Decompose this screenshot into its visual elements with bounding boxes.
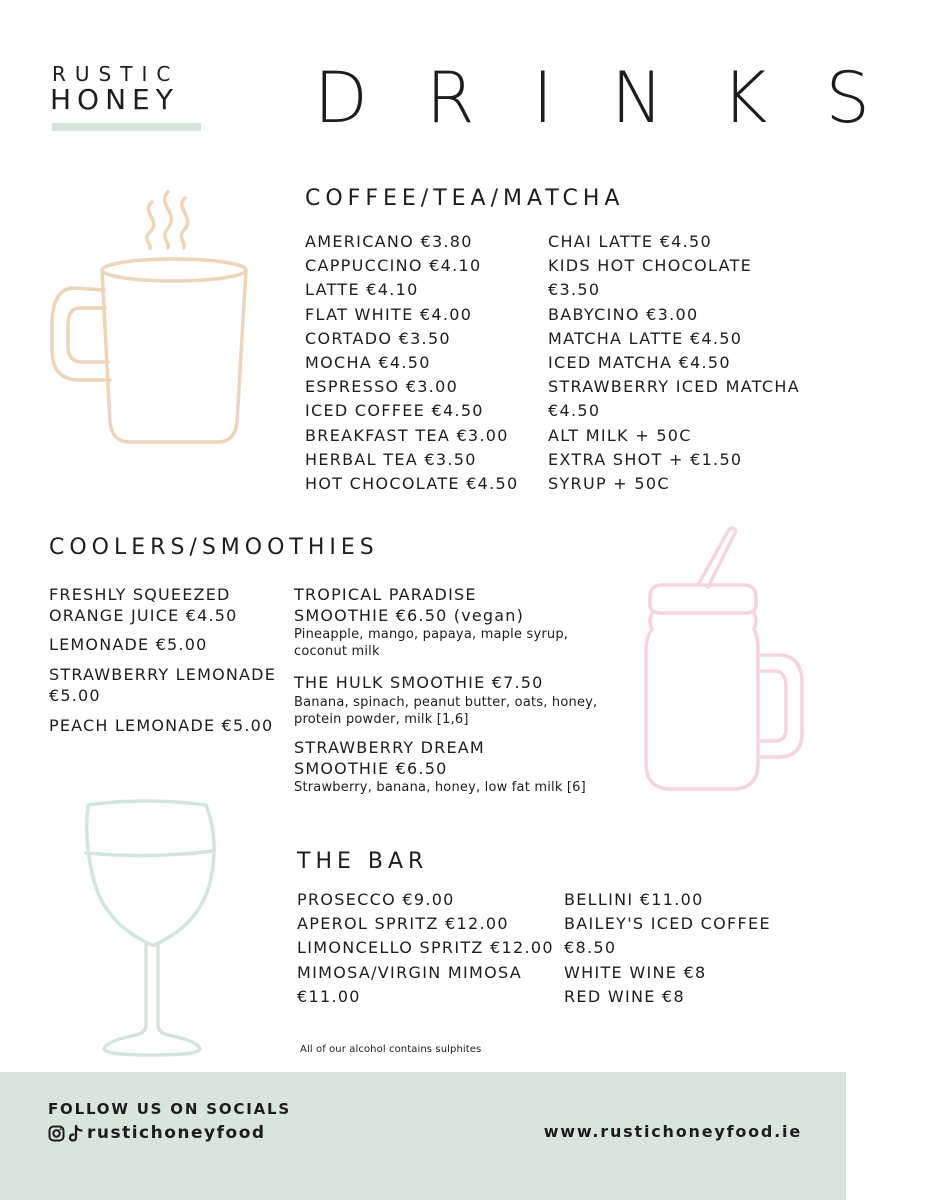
menu-item: WHITE WINE €8	[564, 962, 707, 982]
jar-icon	[640, 525, 820, 800]
website-link[interactable]: www.rustichoneyfood.ie	[543, 1122, 802, 1141]
menu-item: RED WINE €8	[564, 986, 685, 1006]
cooler-item	[49, 716, 273, 737]
menu-item: CAPPUCCINO €4.10	[305, 256, 482, 276]
menu-item: BABYCINO €3.00	[548, 304, 699, 324]
smoothie-item	[294, 585, 568, 660]
coffee-list-col2	[548, 230, 800, 496]
bar-list-col1	[297, 888, 554, 1009]
coolers-section-title: COOLERS/SMOOTHIES	[49, 535, 379, 560]
menu-item: STRAWBERRY ICED MATCHA	[548, 377, 800, 397]
cooler-item	[49, 665, 276, 706]
menu-item: PROSECCO €9.00	[297, 890, 455, 909]
menu-item: LATTE €4.10	[305, 280, 419, 300]
brand-underline	[52, 123, 201, 131]
smoothie-name: STRAWBERRY DREAM	[294, 738, 485, 757]
menu-item: HERBAL TEA €3.50	[305, 449, 477, 469]
coffee-section-title: COFFEE/TEA/MATCHA	[305, 186, 625, 211]
smoothie-name: TROPICAL PARADISE	[294, 585, 477, 604]
smoothie-item	[294, 673, 597, 728]
menu-item: ICED COFFEE €4.50	[305, 401, 484, 421]
menu-item: MOCHA €4.50	[305, 353, 431, 373]
cooler-line: PEACH LEMONADE €5.00	[49, 716, 274, 735]
menu-item: SYRUP + 50C	[548, 474, 670, 494]
bar-list-col2	[564, 888, 771, 1009]
menu-item: ALT MILK + 50C	[548, 425, 692, 445]
wine-glass-icon	[78, 795, 223, 1060]
menu-item: BAILEY'S ICED COFFEE	[564, 914, 771, 934]
cooler-line: FRESHLY SQUEEZED	[49, 585, 231, 604]
menu-item: BELLINI €11.00	[564, 890, 704, 909]
smoothie-name: SMOOTHIE €6.50	[294, 758, 448, 778]
tiktok-icon[interactable]	[69, 1125, 83, 1142]
smoothie-description: Banana, spinach, peanut butter, oats, honey,	[294, 694, 598, 710]
social-handle[interactable]: rustichoneyfood	[87, 1123, 266, 1143]
menu-item: MIMOSA/VIRGIN MIMOSA	[297, 962, 522, 982]
coffee-list-col1	[305, 230, 519, 496]
cooler-line: €5.00	[49, 685, 101, 705]
follow-heading: FOLLOW US ON SOCIALS	[48, 1100, 291, 1118]
menu-item: €3.50	[548, 280, 601, 300]
brand-line-2: HONEY	[50, 83, 179, 116]
cooler-line: LEMONADE €5.00	[49, 635, 208, 654]
menu-item: €8.50	[564, 938, 617, 958]
menu-item: EXTRA SHOT + €1.50	[548, 449, 743, 469]
menu-item: CORTADO €3.50	[305, 328, 451, 348]
menu-item: €11.00	[297, 986, 361, 1006]
cooler-line: ORANGE JUICE €4.50	[49, 605, 238, 625]
bar-section-title: THE BAR	[297, 849, 429, 874]
menu-item: APEROL SPRITZ €12.00	[297, 914, 509, 934]
social-handle-row[interactable]	[48, 1123, 266, 1143]
menu-item: MATCHA LATTE €4.50	[548, 328, 743, 348]
smoothie-item	[294, 738, 586, 796]
menu-item: CHAI LATTE €4.50	[548, 232, 713, 251]
brand-line-1: RUSTIC	[52, 62, 180, 86]
smoothie-description: Strawberry, banana, honey, low fat milk [6]	[294, 780, 586, 795]
smoothie-description: coconut milk	[294, 644, 380, 659]
menu-item: ESPRESSO €3.00	[305, 377, 459, 397]
smoothie-name: SMOOTHIE €6.50 (vegan)	[294, 605, 525, 625]
menu-item: FLAT WHITE €4.00	[305, 304, 473, 324]
menu-item: €4.50	[548, 401, 601, 421]
menu-item: LIMONCELLO SPRITZ €12.00	[297, 938, 554, 958]
page-title: DRINKS	[314, 57, 928, 139]
menu-item: HOT CHOCOLATE €4.50	[305, 474, 519, 494]
smoothie-description: Pineapple, mango, papaya, maple syrup,	[294, 627, 569, 642]
menu-item: AMERICANO €3.80	[305, 232, 473, 251]
cooler-item	[49, 585, 238, 626]
cooler-item	[49, 635, 207, 656]
menu-item: BREAKFAST TEA €3.00	[305, 425, 509, 445]
smoothie-name: THE HULK SMOOTHIE €7.50	[294, 673, 544, 692]
menu-item: KIDS HOT CHOCOLATE	[548, 256, 753, 276]
smoothie-description: protein powder, milk [1,6]	[294, 711, 469, 727]
cooler-line: STRAWBERRY LEMONADE	[49, 665, 277, 684]
sulphites-note: All of our alcohol contains sulphites	[300, 1044, 482, 1055]
mug-icon	[40, 190, 260, 450]
menu-item: ICED MATCHA €4.50	[548, 353, 731, 373]
instagram-icon[interactable]	[48, 1125, 65, 1142]
